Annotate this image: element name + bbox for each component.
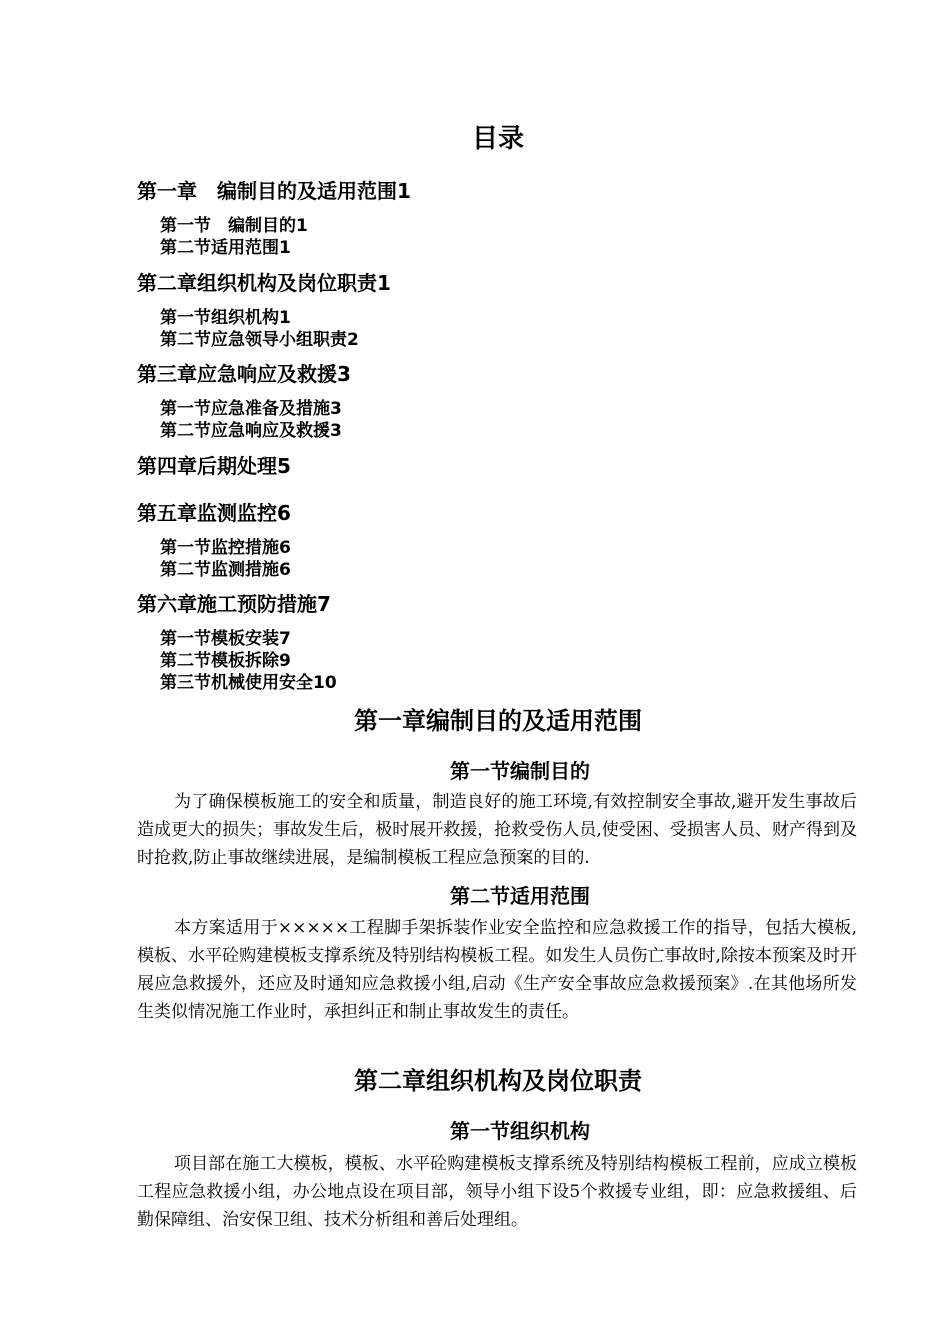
chapter-1-section-2-title: 第二节适用范围 xyxy=(450,884,590,908)
chapter-1-section-1-title: 第一节编制目的 xyxy=(450,759,590,783)
toc-section-6-1[interactable]: 第一节模板安装7 xyxy=(160,629,291,649)
toc-section-1-2[interactable]: 第二节适用范围1 xyxy=(160,238,291,258)
toc-section-2-2[interactable]: 第二节应急领导小组职责2 xyxy=(160,330,359,350)
toc-chapter-6[interactable]: 第六章施工预防措施7 xyxy=(137,592,331,616)
toc-section-3-1[interactable]: 第一节应急准备及措施3 xyxy=(160,399,342,419)
toc-section-1-1[interactable]: 第一节 编制目的1 xyxy=(160,216,308,236)
toc-section-6-2[interactable]: 第二节模板拆除9 xyxy=(160,651,291,671)
toc-section-5-2[interactable]: 第二节监测措施6 xyxy=(160,560,291,580)
toc-title: 目录 xyxy=(471,124,524,154)
toc-chapter-5[interactable]: 第五章监测监控6 xyxy=(137,501,291,525)
toc-chapter-1[interactable]: 第一章 编制目的及适用范围1 xyxy=(137,179,411,203)
toc-section-3-2[interactable]: 第二节应急响应及救援3 xyxy=(160,421,342,441)
toc-section-6-3[interactable]: 第三节机械使用安全10 xyxy=(160,673,337,693)
chapter-1-section-1-text: 为了确保模板施工的安全和质量，制造良好的施工环境,有效控制安全事故,避开发生事故后造成更大的损失；事故发生后，极时展开救援，抢救受伤人员,使受困、受损害人员、财产得到及时抢救,防止事故继续进展，是编制模板工程应急预案的目的. xyxy=(137,792,857,868)
toc-chapter-3[interactable]: 第三章应急响应及救援3 xyxy=(137,362,351,386)
chapter-1-title: 第一章编制目的及适用范围 xyxy=(354,707,642,735)
chapter-2-title: 第二章组织机构及岗位职责 xyxy=(354,1067,642,1095)
toc-section-5-1[interactable]: 第一节监控措施6 xyxy=(160,538,291,558)
chapter-2-section-1-title: 第一节组织机构 xyxy=(450,1119,590,1143)
toc-chapter-4[interactable]: 第四章后期处理5 xyxy=(137,454,291,478)
chapter-1-section-2-text: 本方案适用于×××××工程脚手架拆装作业安全监控和应急救援工作的指导，包括大模板,模板、水平砼购建模板支撑系统及特别结构模板工程。如发生人员伤亡事故时,除按本预案及时开展应急救援外，还应及时通知应急救援小组,启动《生产安全事故应急救援预案》.在其他场所发生类似情况施工作业时，承担纠正和制止事故发生的责任。 xyxy=(137,918,857,1022)
chapter-2-section-1-text: 项目部在施工大模板，模板、水平砼购建模板支撑系统及特别结构模板工程前，应成立模板工程应急救援小组，办公地点设在项目部，领导小组下设5个救援专业组，即：应急救援组、后勤保障组、治安保卫组、技术分析组和善后处理组。 xyxy=(137,1154,857,1230)
toc-chapter-2[interactable]: 第二章组织机构及岗位职责1 xyxy=(137,271,391,295)
toc-section-2-1[interactable]: 第一节组织机构1 xyxy=(160,308,291,328)
